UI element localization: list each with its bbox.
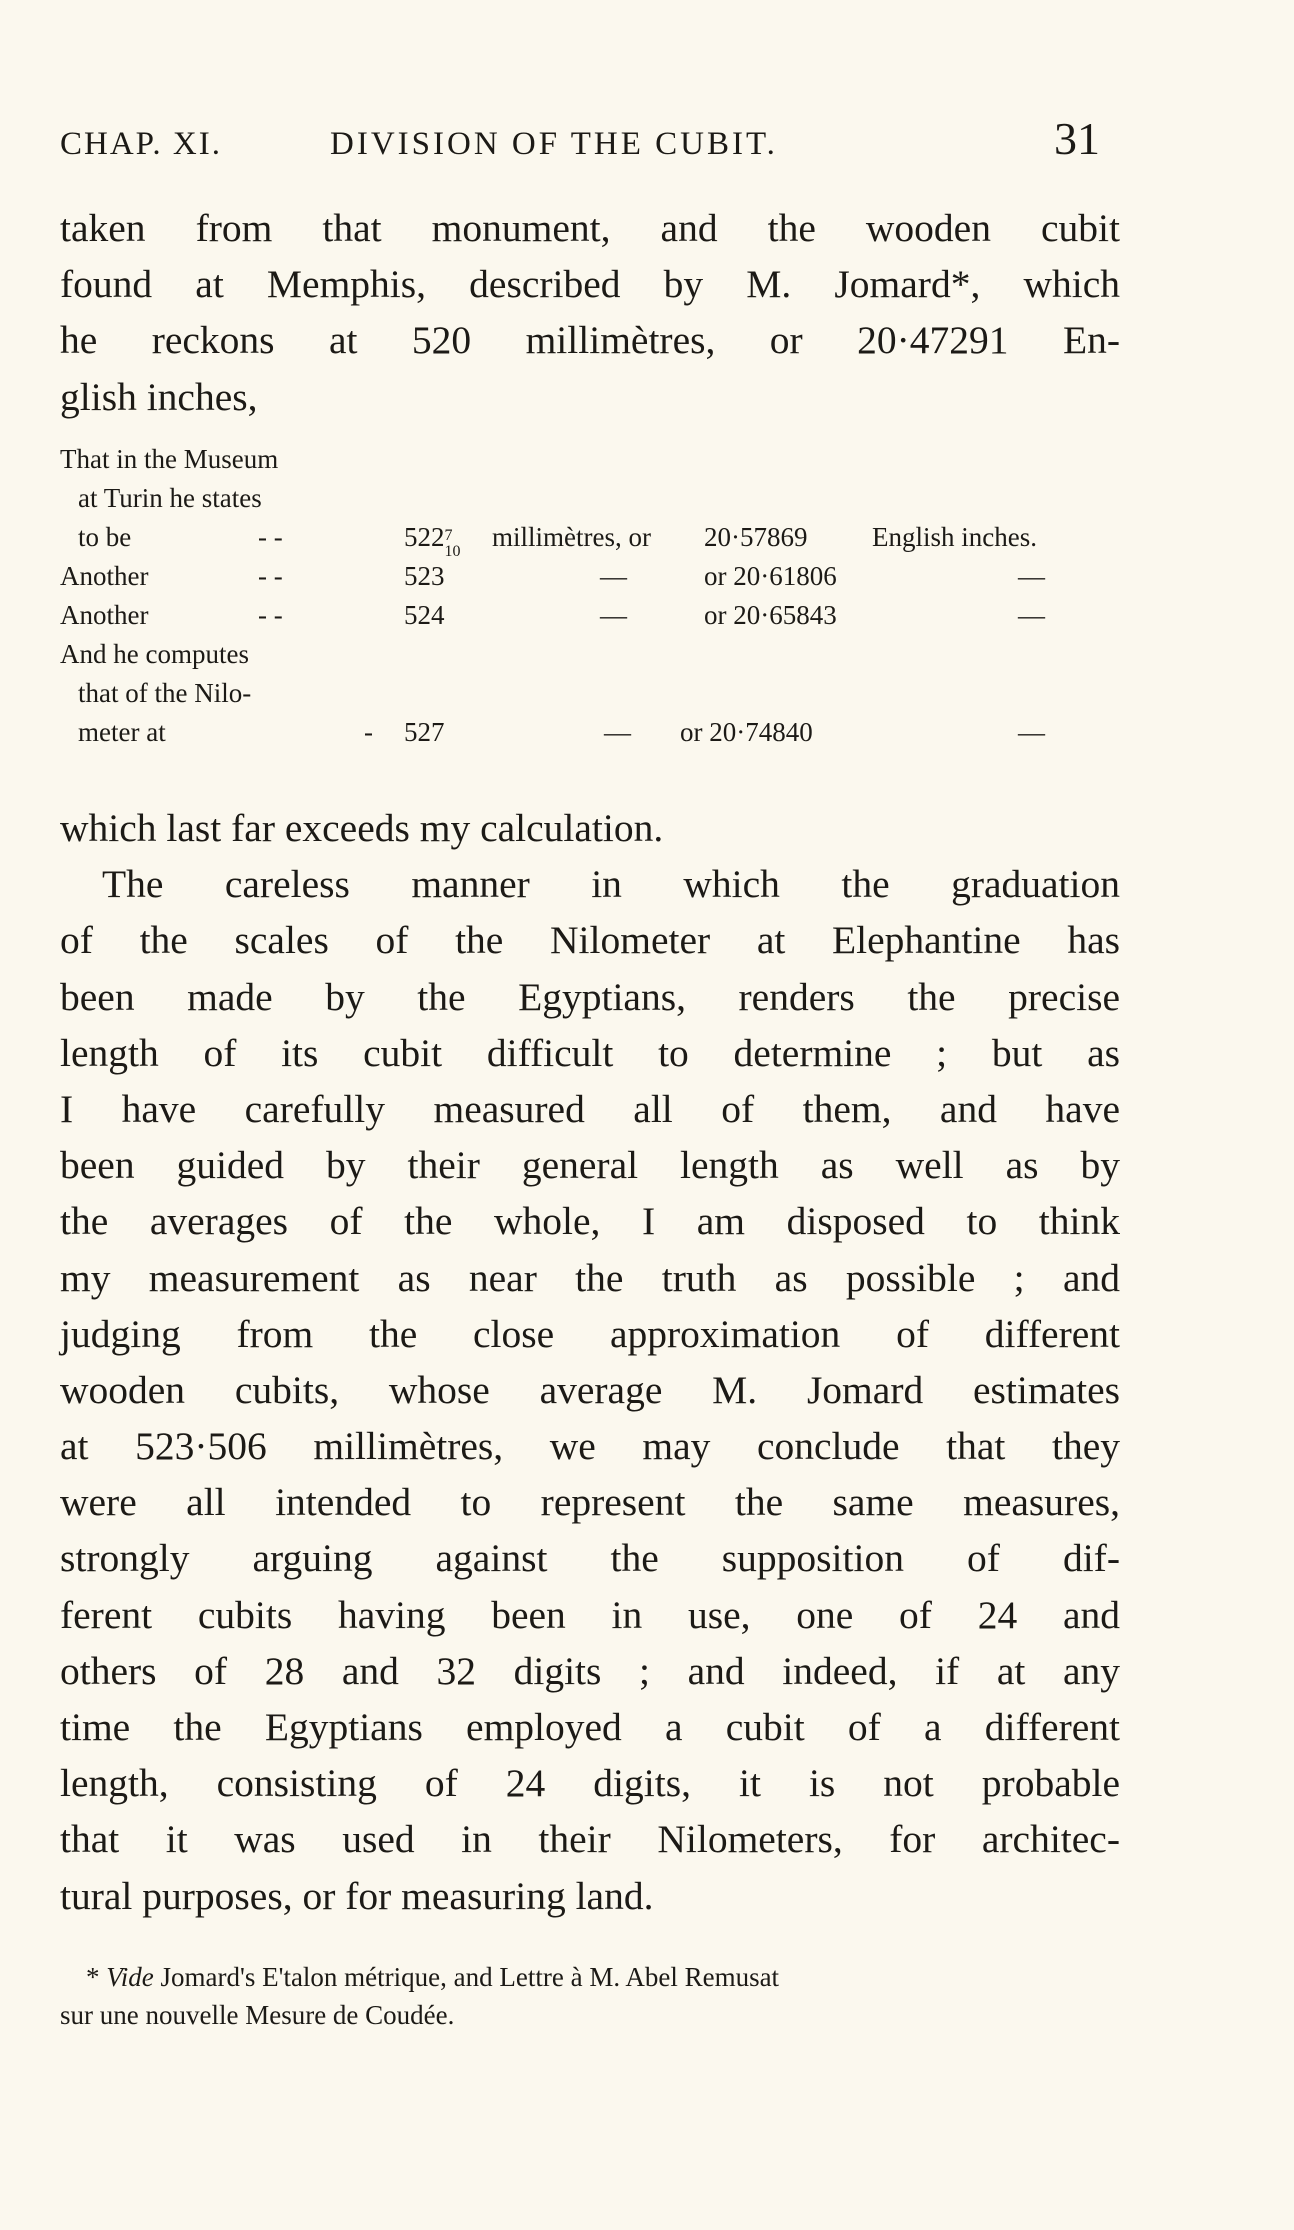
text-line: taken from that monument, and the wooden cubit — [60, 206, 1120, 250]
chapter-label: CHAP. XI. — [60, 126, 222, 162]
row-label: Another — [60, 600, 149, 630]
table-row — [60, 561, 1140, 601]
vide-word: Vide — [106, 1962, 154, 1992]
ditto-dash: — — [600, 561, 627, 591]
footnote — [60, 1958, 1140, 2034]
value-millimetres: 524 — [404, 600, 445, 630]
value-millimetres: 522 7 10 — [404, 522, 461, 560]
text-line: that it was used in their Nilometers, for architec- — [60, 1817, 1120, 1862]
text-line: judging from the close approximation of different — [60, 1311, 1120, 1356]
ditto-dash: — — [1018, 717, 1045, 747]
unit-tail: English inches. — [872, 522, 1037, 552]
ditto-dash: — — [600, 600, 627, 630]
row-label: at Turin he states — [78, 483, 262, 513]
row-label: And he computes — [60, 639, 249, 669]
text-line: which last far exceeds my calculation. — [60, 806, 664, 850]
leader-dashes: - - — [258, 561, 283, 591]
value-inches: 20·57869 — [704, 522, 808, 552]
chapter-title: DIVISION OF THE CUBIT. — [330, 126, 778, 162]
main-paragraph — [60, 800, 1120, 1924]
ditto-dash: — — [1018, 600, 1045, 630]
table-row — [60, 600, 1140, 640]
text-line: of the scales of the Nilometer at Elephantine has — [60, 918, 1120, 963]
row-label: That in the Museum — [60, 444, 279, 474]
footnote-text: Jomard's E'talon métrique, and Lettre à M. Abel Remusat — [160, 1962, 780, 1992]
running-header — [60, 112, 1100, 172]
value-millimetres: 527 — [404, 717, 445, 747]
intro-paragraph — [60, 200, 1120, 425]
text-line: been made by the Egyptians, renders the precise — [60, 974, 1120, 1019]
value-inches: or 20·61806 — [704, 561, 837, 591]
row-label: Another — [60, 561, 149, 591]
row-label: that of the Nilo- — [78, 678, 252, 708]
row-label: to be — [78, 522, 132, 552]
text-line: length of its cubit difficult to determine ; but as — [60, 1030, 1120, 1075]
text-line: were all intended to represent the same measures, — [60, 1480, 1120, 1525]
ditto-dash: — — [1018, 561, 1045, 591]
fraction: 7 10 — [444, 527, 461, 560]
text-line: found at Memphis, described by M. Jomard*, which — [60, 262, 1120, 307]
text-line: he reckons at 520 millimètres, or 20·47291 En- — [60, 318, 1120, 363]
value-inches: or 20·74840 — [680, 717, 813, 747]
table-row — [60, 678, 1140, 718]
text-line: the averages of the whole, I am disposed to think — [60, 1199, 1120, 1244]
value-inches: or 20·65843 — [704, 600, 837, 630]
footnote-line — [60, 1958, 1140, 1996]
table-row — [60, 483, 1140, 523]
table-row — [60, 444, 1140, 484]
footnote-marker: * — [86, 1962, 100, 1992]
text-line: been guided by their general length as well as by — [60, 1143, 1120, 1188]
leader-dashes: - - — [258, 600, 283, 630]
text-line: my measurement as near the truth as possible ; and — [60, 1255, 1120, 1300]
text-line: time the Egyptians employed a cubit of a different — [60, 1705, 1120, 1749]
footnote-line: sur une nouvelle Mesure de Coudée. — [60, 2000, 455, 2030]
text-line: wooden cubits, whose average M. Jomard estimates — [60, 1367, 1120, 1412]
text-line: The careless manner in which the graduation — [102, 862, 1120, 907]
text-line: at 523·506 millimètres, we may conclude that they — [60, 1424, 1120, 1469]
text-line: others of 28 and 32 digits ; and indeed, if at any — [60, 1648, 1120, 1693]
text-line: ferent cubits having been in use, one of 24 and — [60, 1592, 1120, 1637]
text-line: I have carefully measured all of them, and have — [60, 1086, 1120, 1131]
unit-label: millimètres, or — [492, 522, 651, 552]
row-label: meter at — [78, 717, 166, 747]
value-millimetres: 523 — [404, 561, 445, 591]
text-line: tural purposes, or for measuring land. — [60, 1873, 654, 1918]
text-line: strongly arguing against the supposition of dif- — [60, 1536, 1120, 1581]
ditto-dash: — — [604, 717, 631, 747]
text-line: length, consisting of 24 digits, it is not probable — [60, 1761, 1120, 1806]
text-line: glish inches, — [60, 374, 258, 419]
table-row — [60, 522, 1140, 562]
leader-dashes: - — [364, 717, 373, 747]
table-row — [60, 639, 1140, 679]
page-number: 31 — [1054, 113, 1100, 164]
leader-dashes: - - — [258, 522, 283, 552]
table-row — [60, 717, 1140, 757]
